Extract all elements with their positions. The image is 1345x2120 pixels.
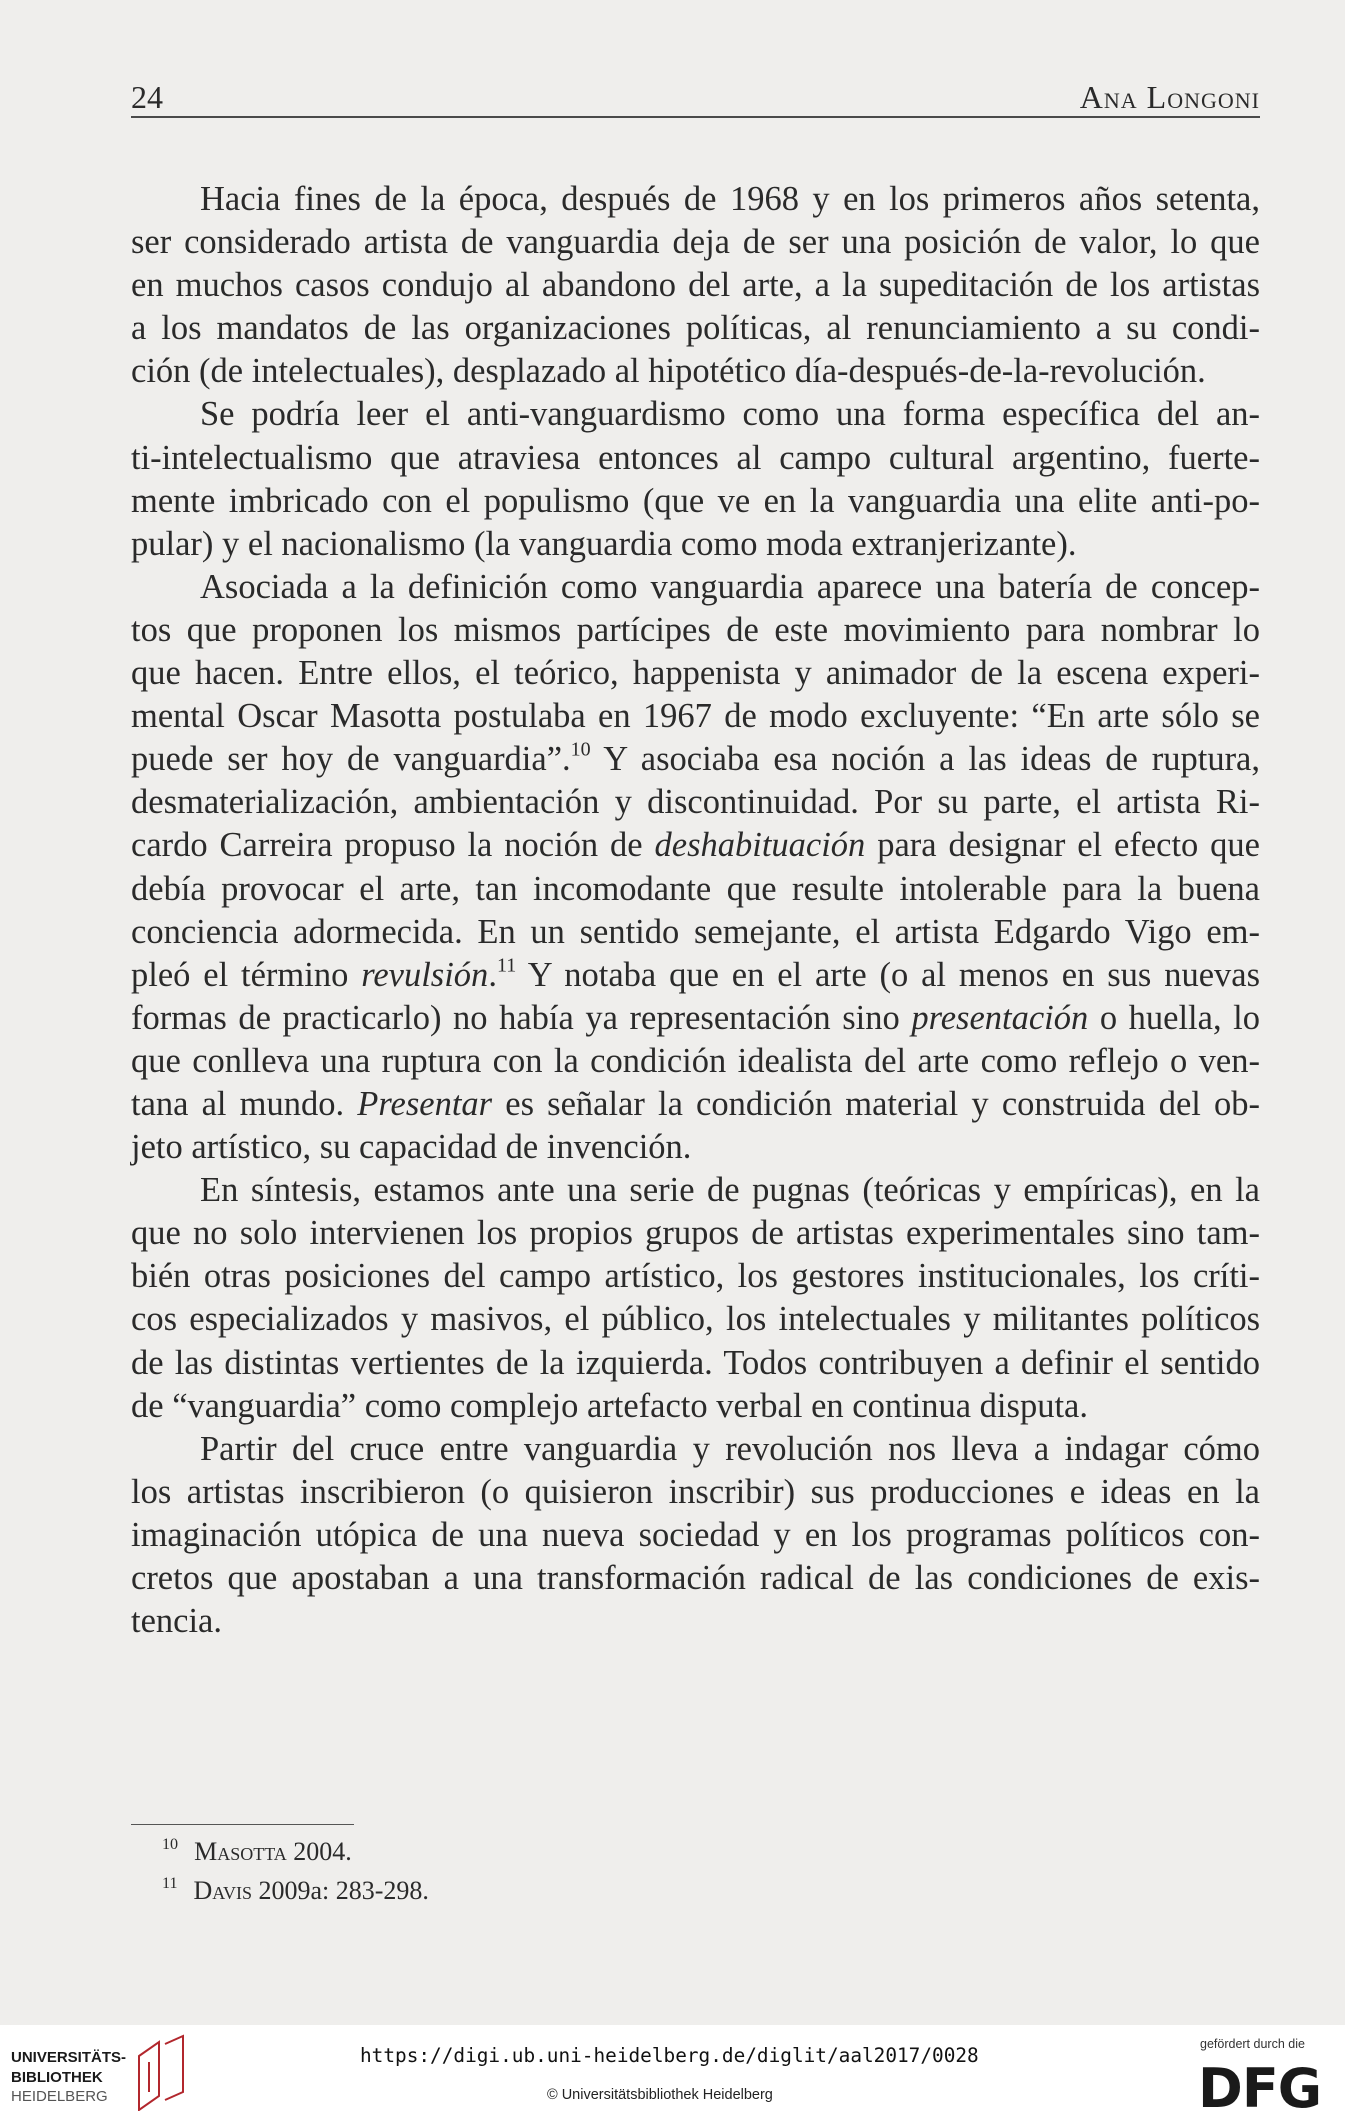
- text-line: [131, 1083, 1260, 1126]
- text-segment: .: [488, 955, 497, 994]
- text-segment: para designar el efecto que: [865, 826, 1260, 865]
- footnote: [162, 1871, 429, 1910]
- text-line: [131, 781, 1260, 824]
- footnote-reference-text: 2009a: 283-298.: [258, 1876, 429, 1905]
- text-segment: conciencia adormecida. En un sentido semejante, el artista Edgardo Vigo em-: [131, 912, 1260, 951]
- text-segment: ción (de intelectuales), desplazado al hipotético día-después-de-la-revolución.: [131, 352, 1206, 391]
- page-number: 24: [131, 79, 163, 115]
- text-segment: Y asociaba esa noción a las ideas de ruptura,: [590, 740, 1260, 779]
- text-line: [131, 1040, 1260, 1083]
- footnote-marker: 11: [496, 954, 517, 977]
- paragraph: [131, 1169, 1260, 1428]
- text-line: [131, 1471, 1260, 1514]
- text-segment: cardo Carreira propuso la noción de: [131, 826, 655, 865]
- emphasis-text: presentación: [911, 998, 1089, 1037]
- text-line: [131, 695, 1260, 738]
- text-segment: jeto artístico, su capacidad de invención.: [131, 1128, 692, 1167]
- header-rule: [131, 116, 1260, 118]
- footnote-author: Davis: [193, 1876, 252, 1905]
- emphasis-text: Presentar: [357, 1084, 493, 1123]
- text-line: [131, 1255, 1260, 1298]
- text-segment: formas de practicarlo) no había ya representación sino: [131, 998, 912, 1037]
- text-line: [131, 1557, 1260, 1600]
- text-line: [131, 307, 1260, 350]
- text-segment: de “vanguardia” como complejo artefacto verbal en continua disputa.: [131, 1386, 1088, 1425]
- text-segment: que hacen. Entre ellos, el teórico, happenista y animador de la escena experi-: [131, 654, 1260, 693]
- text-segment: Partir del cruce entre vanguardia y revolución nos lleva a indagar cómo: [200, 1429, 1260, 1468]
- permalink-url[interactable]: https://digi.ub.uni-heidelberg.de/diglit/aal2017/0028: [360, 2044, 979, 2067]
- text-segment: tos que proponen los mismos partícipes de este movimiento para nombrar lo: [131, 610, 1260, 649]
- footnote-reference-text: 2004.: [293, 1837, 352, 1866]
- text-segment: los artistas inscribieron (o quisieron inscribir) sus producciones e ideas en la: [131, 1472, 1260, 1511]
- text-segment: pleó el término: [131, 955, 362, 994]
- text-line: [131, 393, 1260, 436]
- copyright-notice: © Universitätsbibliothek Heidelberg: [547, 2087, 773, 2103]
- text-line: [131, 480, 1260, 523]
- library-logo-line: BIBLIOTHEK: [11, 2068, 103, 2086]
- text-line: [131, 1342, 1260, 1385]
- text-segment: ser considerado artista de vanguardia deja de ser una posición de valor, lo que: [131, 223, 1260, 262]
- text-segment: Hacia fines de la época, después de 1968 y en los primeros años setenta,: [200, 180, 1260, 218]
- text-line: [131, 1514, 1260, 1557]
- text-segment: de las distintas vertientes de la izquierda. Todos contribuyen a definir el sentido: [131, 1343, 1260, 1382]
- text-segment: imaginación utópica de una nueva sociedad y en los programas políticos con-: [131, 1515, 1260, 1554]
- paragraph: [131, 1428, 1260, 1643]
- text-line: [131, 1169, 1260, 1212]
- library-logo-line: HEIDELBERG: [11, 2088, 108, 2105]
- text-segment: cretos que apostaban a una transformación radical de las condiciones de exis-: [131, 1559, 1260, 1597]
- text-line: [131, 566, 1260, 609]
- footnote-number: 10: [162, 1835, 179, 1853]
- footnote-number: 11: [162, 1874, 178, 1892]
- text-line: [131, 350, 1260, 393]
- text-segment: es señalar la condición material y construida del ob-: [492, 1084, 1260, 1123]
- footnote-rule: [131, 1824, 354, 1825]
- text-segment: debía provocar el arte, tan incomodante que resulte intolerable para la buena: [131, 869, 1260, 908]
- text-line: [131, 1600, 1260, 1643]
- text-segment: Se podría leer el anti-vanguardismo como una forma específica del an-: [200, 395, 1260, 434]
- funding-note: gefördert durch die: [1200, 2037, 1305, 2051]
- text-segment: cos especializados y masivos, el público, los intelectuales y militantes políticos: [131, 1300, 1260, 1339]
- text-segment: en muchos casos condujo al abandono del arte, a la supeditación de los artistas: [131, 266, 1260, 305]
- paragraph: [131, 178, 1260, 393]
- text-segment: pular) y el nacionalismo (la vanguardia como moda extranjerizante).: [131, 524, 1077, 563]
- text-line: [131, 221, 1260, 264]
- text-segment: tana al mundo.: [131, 1084, 358, 1123]
- text-segment: En síntesis, estamos ante una serie de pugnas (teóricas y empíricas), en la: [200, 1171, 1260, 1210]
- text-line: [131, 738, 1260, 781]
- text-segment: Y notaba que en el arte (o al menos en sus nuevas: [516, 955, 1260, 994]
- footnote-author: Masotta: [194, 1837, 287, 1866]
- library-logo-line: UNIVERSITÄTS-: [11, 2049, 127, 2066]
- footnote-marker: 10: [570, 738, 591, 761]
- text-segment: bién otras posiciones del campo artístico, los gestores institucionales, los críti-: [131, 1257, 1260, 1296]
- text-segment: tencia.: [131, 1602, 222, 1641]
- text-line: [131, 609, 1260, 652]
- text-line: [131, 652, 1260, 695]
- text-line: [131, 523, 1260, 566]
- text-segment: ti-intelectualismo que atraviesa entonces al campo cultural argentino, fuerte-: [131, 438, 1260, 477]
- text-line: [131, 824, 1260, 867]
- text-segment: Asociada a la definición como vanguardia aparece una batería de concep-: [200, 567, 1260, 606]
- footnote: [162, 1832, 429, 1871]
- library-logo-text: [11, 2048, 126, 2107]
- text-line: [131, 1126, 1260, 1169]
- text-line: [131, 178, 1260, 221]
- text-segment: que no solo intervienen los propios grupos de artistas experimentales sino tam-: [131, 1214, 1260, 1253]
- emphasis-text: revulsión: [361, 955, 489, 994]
- paragraph: [131, 393, 1260, 565]
- text-line: [131, 868, 1260, 911]
- text-line: [131, 437, 1260, 480]
- emphasis-text: deshabituación: [654, 826, 866, 865]
- text-segment: mente imbricado con el populismo (que ve en la vanguardia una elite anti-po-: [131, 481, 1260, 520]
- footnotes: [162, 1832, 429, 1910]
- text-line: [131, 1385, 1260, 1428]
- text-line: [131, 997, 1260, 1040]
- running-head-author: Ana Longoni: [1079, 79, 1260, 115]
- university-library-logo-icon: [135, 2034, 187, 2111]
- text-segment: o huella, lo: [1088, 998, 1260, 1037]
- body-text: [131, 178, 1260, 1643]
- text-segment: que conlleva una ruptura con la condición idealista del arte como reflejo o ven-: [131, 1041, 1260, 1080]
- text-segment: puede ser hoy de vanguardia”.: [131, 740, 571, 779]
- text-segment: a los mandatos de las organizaciones políticas, al renunciamiento a su condi-: [131, 309, 1260, 348]
- text-segment: mental Oscar Masotta postulaba en 1967 de modo excluyente: “En arte sólo se: [131, 697, 1260, 736]
- text-line: [131, 911, 1260, 954]
- text-line: [131, 954, 1260, 997]
- digitization-footer: [0, 2025, 1345, 2119]
- running-head: [131, 80, 1260, 114]
- dfg-logo: DFG: [1198, 2057, 1322, 2120]
- text-line: [131, 264, 1260, 307]
- paragraph: [131, 566, 1260, 1169]
- text-line: [131, 1428, 1260, 1471]
- text-line: [131, 1212, 1260, 1255]
- text-line: [131, 1298, 1260, 1341]
- text-segment: desmaterialización, ambientación y discontinuidad. Por su parte, el artista Ri-: [131, 783, 1260, 822]
